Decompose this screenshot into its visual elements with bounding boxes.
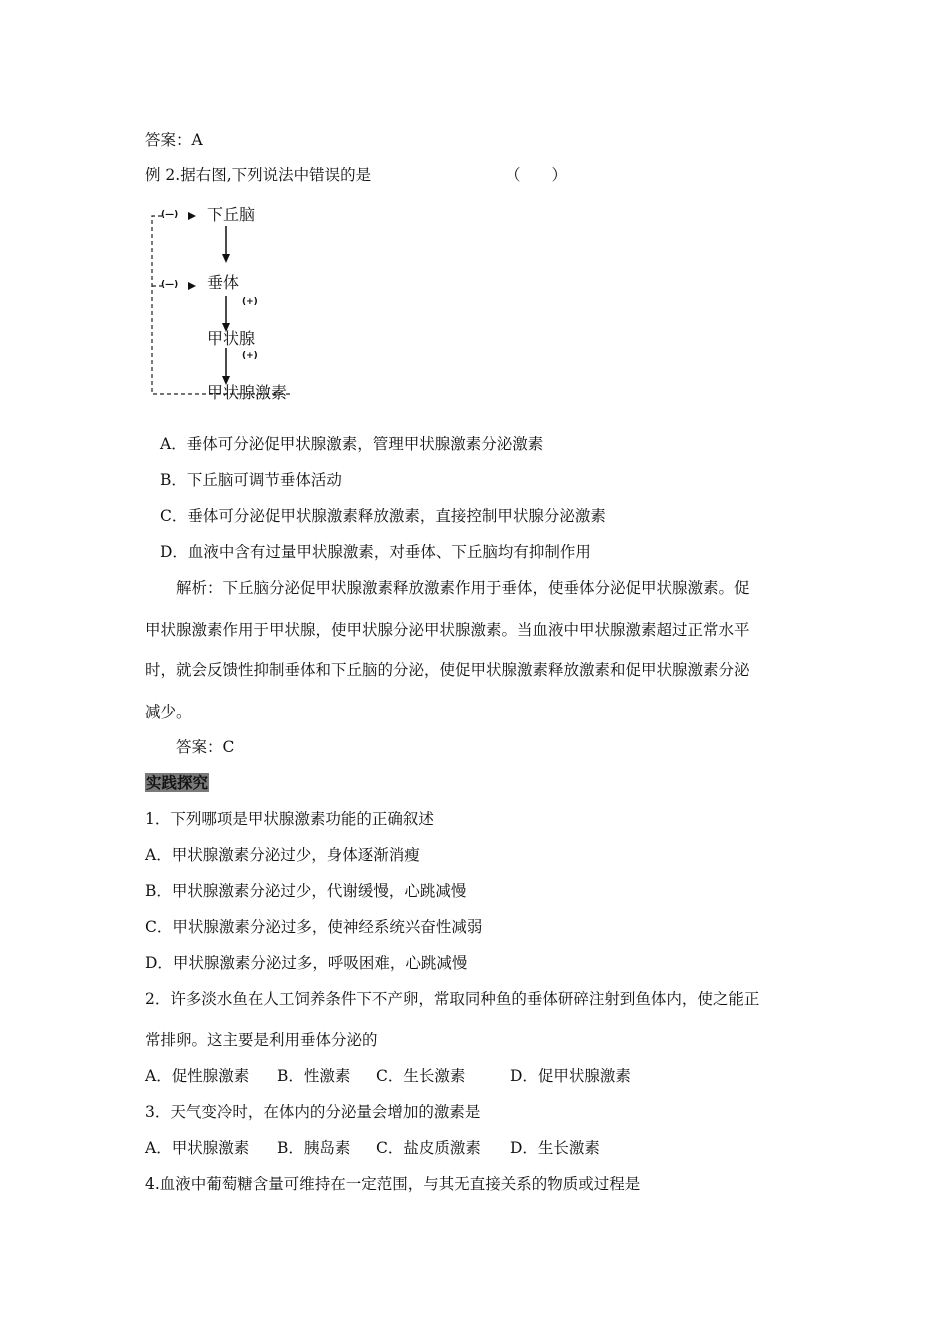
feedback-arrows: [140, 196, 310, 406]
option-a: A．垂体可分泌促甲状腺激素，管理甲状腺激素分泌激素: [160, 435, 544, 453]
analysis-line-3: 时，就会反馈性抑制垂体和下丘脑的分泌，使促甲状腺激素释放激素和促甲状腺激素分泌: [145, 661, 750, 679]
question-1: 1．下列哪项是甲状腺激素功能的正确叙述: [145, 810, 434, 828]
analysis-line-4: 减少。: [145, 703, 192, 721]
q1-option-d: D．甲状腺激素分泌过多，呼吸困难，心跳减慢: [145, 954, 468, 972]
q2-option-a: A．促性腺激素: [145, 1067, 250, 1085]
answer-line-2: 答案：C: [176, 738, 235, 756]
node-thyroid: 甲状腺: [207, 329, 256, 348]
node-pituitary: 垂体: [207, 273, 240, 292]
inhibit-sign-1: (—): [161, 210, 179, 220]
question-4: 4.血液中葡萄糖含量可维持在一定范围，与其无直接关系的物质或过程是: [145, 1175, 641, 1193]
q2-option-d: D．促甲状腺激素: [510, 1067, 631, 1085]
option-b: B．下丘脑可调节垂体活动: [160, 471, 342, 489]
node-hypothalamus: 下丘脑: [207, 205, 256, 224]
answer-line-1: 答案：A: [145, 131, 203, 149]
question-3: 3．天气变冷时，在体内的分泌量会增加的激素是: [145, 1103, 481, 1121]
option-c: C．垂体可分泌促甲状腺激素释放激素，直接控制甲状腺分泌激素: [160, 507, 606, 525]
q2-option-b: B．性激素: [277, 1067, 351, 1085]
inhibit-sign-2: (—): [161, 280, 179, 290]
analysis-line-1: 解析：下丘脑分泌促甲状腺激素释放激素作用于垂体，使垂体分泌促甲状腺激素。促: [176, 579, 750, 597]
analysis-line-2: 甲状腺激素作用于甲状腺，使甲状腺分泌甲状腺激素。当血液中甲状腺激素超过正常水平: [145, 621, 750, 639]
section-heading-text: 实践探究: [146, 773, 209, 792]
q1-option-a: A．甲状腺激素分泌过少，身体逐渐消瘦: [145, 846, 420, 864]
feedback-diagram: [140, 196, 310, 406]
promote-sign-1: (+): [242, 297, 258, 307]
node-thyroid-hormone: 甲状腺激素: [207, 383, 288, 402]
example2-question: 例 2.据右图,下列说法中错误的是: [145, 166, 372, 184]
q3-option-c: C．盐皮质激素: [376, 1139, 481, 1157]
question-2-line-1: 2．许多淡水鱼在人工饲养条件下不产卵，常取同种鱼的垂体研碎注射到鱼体内，使之能正: [145, 990, 760, 1008]
example2-paren: （ ）: [505, 166, 568, 184]
q3-option-b: B．胰岛素: [277, 1139, 351, 1157]
q3-option-d: D．生长激素: [510, 1139, 600, 1157]
promote-sign-2: (+): [242, 351, 258, 361]
question-2-line-2: 常排卵。这主要是利用垂体分泌的: [145, 1031, 378, 1049]
q1-option-c: C．甲状腺激素分泌过多，使神经系统兴奋性减弱: [145, 918, 483, 936]
q1-option-b: B．甲状腺激素分泌过少，代谢缓慢，心跳减慢: [145, 882, 467, 900]
section-heading: [145, 771, 209, 793]
q2-option-c: C．生长激素: [376, 1067, 466, 1085]
option-d: D．血液中含有过量甲状腺激素，对垂体、下丘脑均有抑制作用: [160, 543, 591, 561]
q3-option-a: A．甲状腺激素: [145, 1139, 250, 1157]
